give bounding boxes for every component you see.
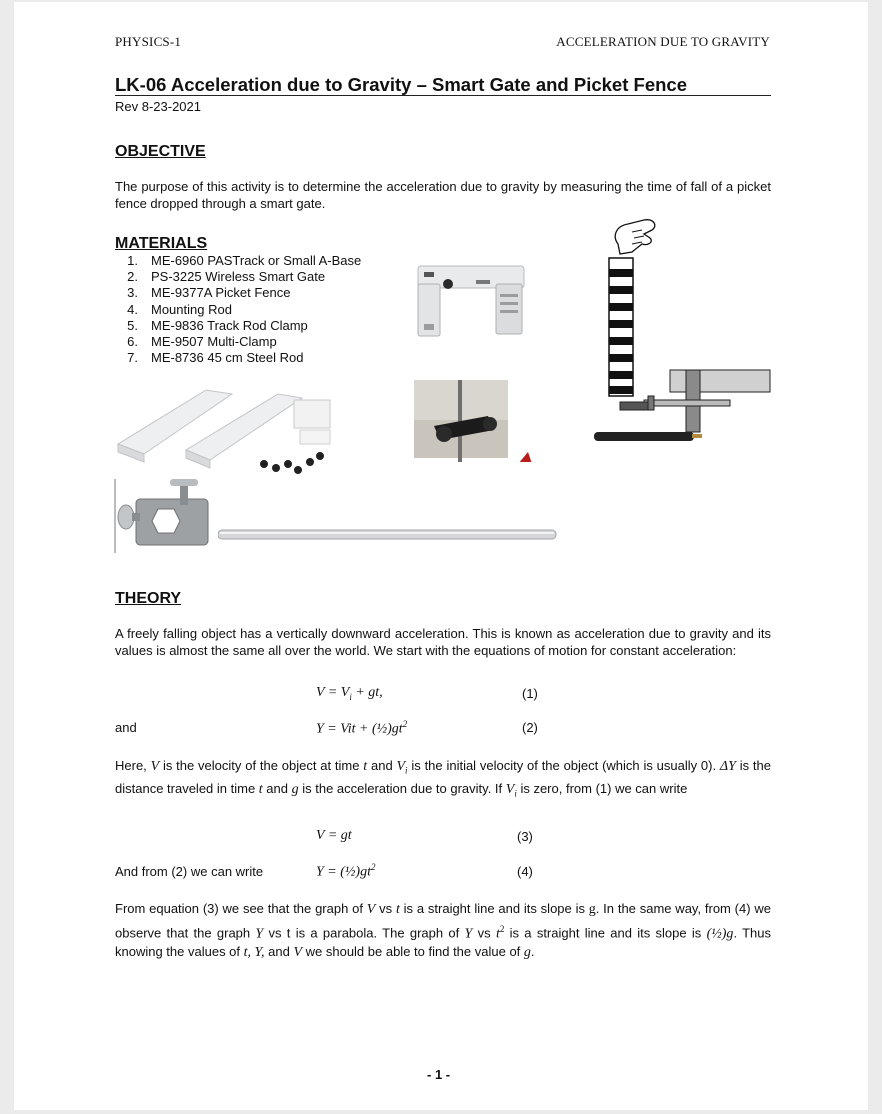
equation-1: $V = V_i$ + gt, (316, 685, 383, 702)
running-header-left: PHYSICS-1 (115, 34, 182, 49)
smart-gate-photo (416, 264, 526, 338)
list-item: 4. Mounting Rod (127, 301, 232, 317)
theory-intro: A freely falling object has a vertically downward acceleration. This is known as acceleration due to gravity and its values is almost the same all over the world. We start with the equations of motion for constant acceleration: (115, 626, 771, 658)
from-equation-2-label: And from (2) we can write (115, 864, 264, 879)
equation-2-number: (2) (522, 720, 538, 735)
objective-text: The purpose of this activity is to determine the acceleration due to gravity by measuring the time of fall of a picket fence dropped through a smart gate. (115, 179, 771, 211)
equation-4: $Y = (\frac{1}{2})gt^2$ (316, 862, 376, 880)
equation-1-number: (1) (522, 686, 538, 701)
list-item: 7. ME-8736 45 cm Steel Rod (127, 350, 304, 366)
page-number: - 1 - (427, 1067, 451, 1082)
track-rod-clamp-photo (114, 479, 218, 553)
theory-heading: THEORY (115, 590, 182, 607)
equation-2: Y = Vit + $(\frac{1}{2})gt^2$ (316, 719, 408, 737)
revision-date: Rev 8-23-2021 (115, 99, 201, 114)
multi-clamp-photo (414, 380, 532, 462)
list-item: 6. ME-9507 Multi-Clamp (127, 334, 277, 350)
list-item: 1. ME-6960 PASTrack or Small A-Base (127, 253, 362, 268)
pastrack-photo (114, 382, 344, 482)
materials-heading: MATERIALS (115, 235, 208, 252)
running-header-right: ACCELERATION DUE TO GRAVITY (556, 34, 770, 49)
list-item: 3. ME-9377A Picket Fence (127, 285, 291, 301)
document-title: LK-06 Acceleration due to Gravity – Smart Gate and Picket Fence (115, 74, 687, 95)
and-label: and (115, 720, 137, 735)
picket-fence-setup-diagram (592, 216, 774, 448)
title-underline (115, 95, 771, 96)
document-page (14, 2, 868, 1110)
steel-rod-photo (218, 527, 558, 543)
list-item: 5. ME-9836 Track Rod Clamp (127, 317, 308, 333)
equation-3-number: (3) (517, 829, 533, 844)
equation-4-number: (4) (517, 864, 533, 879)
materials-list (114, 253, 361, 366)
equation-3: V = gt (316, 828, 352, 843)
theory-paragraph-3: From equation (3) we see that the graph of V vs t is a straight line and its slope is g. In the same way, from (4) we observe that the graph Y vs t is a parabola. The graph of Y vs $t^2$ is a straight line and its slope is (½)g. Thus knowing the values of t, Y, and V we should be able to find the value of g. (115, 901, 772, 961)
theory-paragraph-2: Here, V is the velocity of the object at time t and $V_i$ is the initial velocity of the object (which is usually 0). ΔY is the distance traveled in time t and g is the acceleration due to gravity. If $V_i$ is zero, from (1) we can write (115, 758, 772, 799)
list-item: 2. PS-3225 Wireless Smart Gate (127, 269, 326, 285)
objective-heading: OBJECTIVE (115, 143, 206, 160)
